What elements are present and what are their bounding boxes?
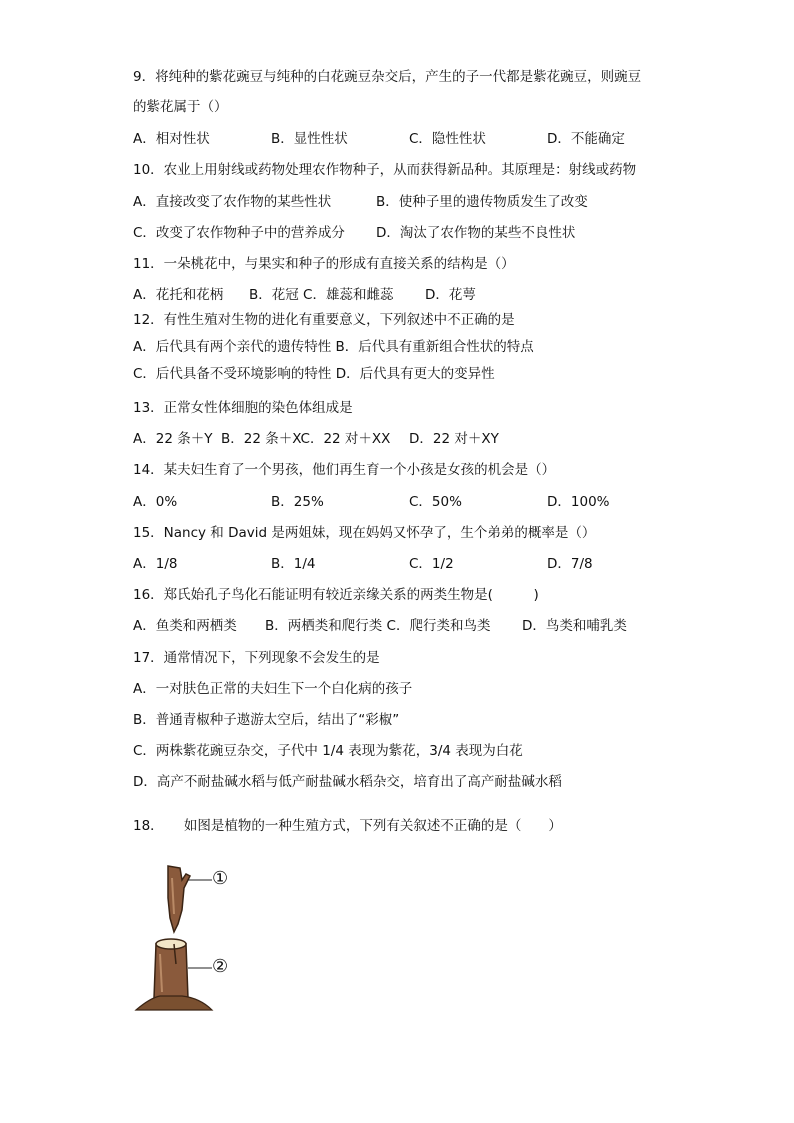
q11-option-bc: B．花冠 C．雄蕊和雌蕊: [249, 287, 394, 303]
q18-stem: 18． 如图是植物的一种生殖方式，下列有关叙述不正确的是（ ）: [133, 818, 562, 834]
q15-option-c: C．1/2: [409, 556, 454, 572]
q14-option-a: A．0%: [133, 494, 178, 510]
q10-option-b: B．使种子里的遗传物质发生了改变: [376, 194, 588, 210]
q11-option-d: D．花萼: [425, 287, 476, 303]
q13-option-abc: A．22 条＋Y B．22 条＋XC．22 对＋XX: [133, 431, 391, 447]
q9-stem-line2: 的紫花属于（）: [133, 99, 228, 115]
figure-label-2: ②: [212, 956, 229, 977]
q12-option-cd: C．后代具备不受环境影响的特性 D．后代具有更大的变异性: [133, 366, 495, 382]
q10-option-a: A．直接改变了农作物的某些性状: [133, 194, 332, 210]
q10-option-c: C．改变了农作物种子中的营养成分: [133, 225, 345, 241]
q14-option-d: D．100%: [547, 494, 610, 510]
q17-option-b: B．普通青椒种子遨游太空后，结出了“彩椒”: [133, 712, 400, 728]
q16-stem: 16．郑氏始孔子鸟化石能证明有较近亲缘关系的两类生物是( ): [133, 587, 539, 603]
q16-option-d: D．鸟类和哺乳类: [522, 618, 627, 634]
q17-option-d: D．高产不耐盐碱水稻与低产耐盐碱水稻杂交，培育出了高产耐盐碱水稻: [133, 774, 562, 790]
q15-option-d: D．7/8: [547, 556, 593, 572]
q15-option-a: A．1/8: [133, 556, 178, 572]
q12-stem: 12．有性生殖对生物的进化有重要意义，下列叙述中不正确的是: [133, 312, 515, 328]
figure-label-1: ①: [212, 868, 229, 889]
q16-option-a: A．鱼类和两栖类: [133, 618, 237, 634]
q11-stem: 11．一朵桃花中，与果实和种子的形成有直接关系的结构是（）: [133, 256, 515, 272]
q10-option-d: D．淘汰了农作物的某些不良性状: [376, 225, 576, 241]
q17-option-a: A．一对肤色正常的夫妇生下一个白化病的孩子: [133, 681, 413, 697]
q9-option-a: A．相对性状: [133, 131, 210, 147]
q13-stem: 13．正常女性体细胞的染色体组成是: [133, 400, 353, 416]
rootstock-icon: [154, 939, 188, 998]
q17-stem: 17．通常情况下，下列现象不会发生的是: [133, 650, 380, 666]
q11-option-a: A．花托和花柄: [133, 287, 224, 303]
q9-stem-line1: 9．将纯种的紫花豌豆与纯种的白花豌豆杂交后，产生的子一代都是紫花豌豆，则豌豆: [133, 69, 642, 85]
q13-option-d: D．22 对＋XY: [409, 431, 499, 447]
q9-option-c: C．隐性性状: [409, 131, 486, 147]
q16-option-bc: B．两栖类和爬行类 C．爬行类和鸟类: [265, 618, 491, 634]
q15-stem: 15．Nancy 和 David 是两姐妹，现在妈妈又怀孕了，生个弟弟的概率是（）: [133, 525, 596, 541]
q12-option-ab: A．后代具有两个亲代的遗传特性 B．后代具有重新组合性状的特点: [133, 339, 534, 355]
q15-option-b: B．1/4: [271, 556, 316, 572]
scion-icon: [168, 866, 190, 932]
grafting-figure: [130, 858, 270, 1018]
q10-stem: 10．农业上用射线或药物处理农作物种子，从而获得新品种。其原理是：射线或药物: [133, 162, 637, 178]
q14-stem: 14．某夫妇生育了一个男孩，他们再生育一个小孩是女孩的机会是（）: [133, 462, 556, 478]
q9-option-d: D．不能确定: [547, 131, 625, 147]
q17-option-c: C．两株紫花豌豆杂交，子代中 1/4 表现为紫花，3/4 表现为白花: [133, 743, 523, 759]
q14-option-b: B．25%: [271, 494, 324, 510]
q9-option-b: B．显性性状: [271, 131, 348, 147]
q14-option-c: C．50%: [409, 494, 462, 510]
